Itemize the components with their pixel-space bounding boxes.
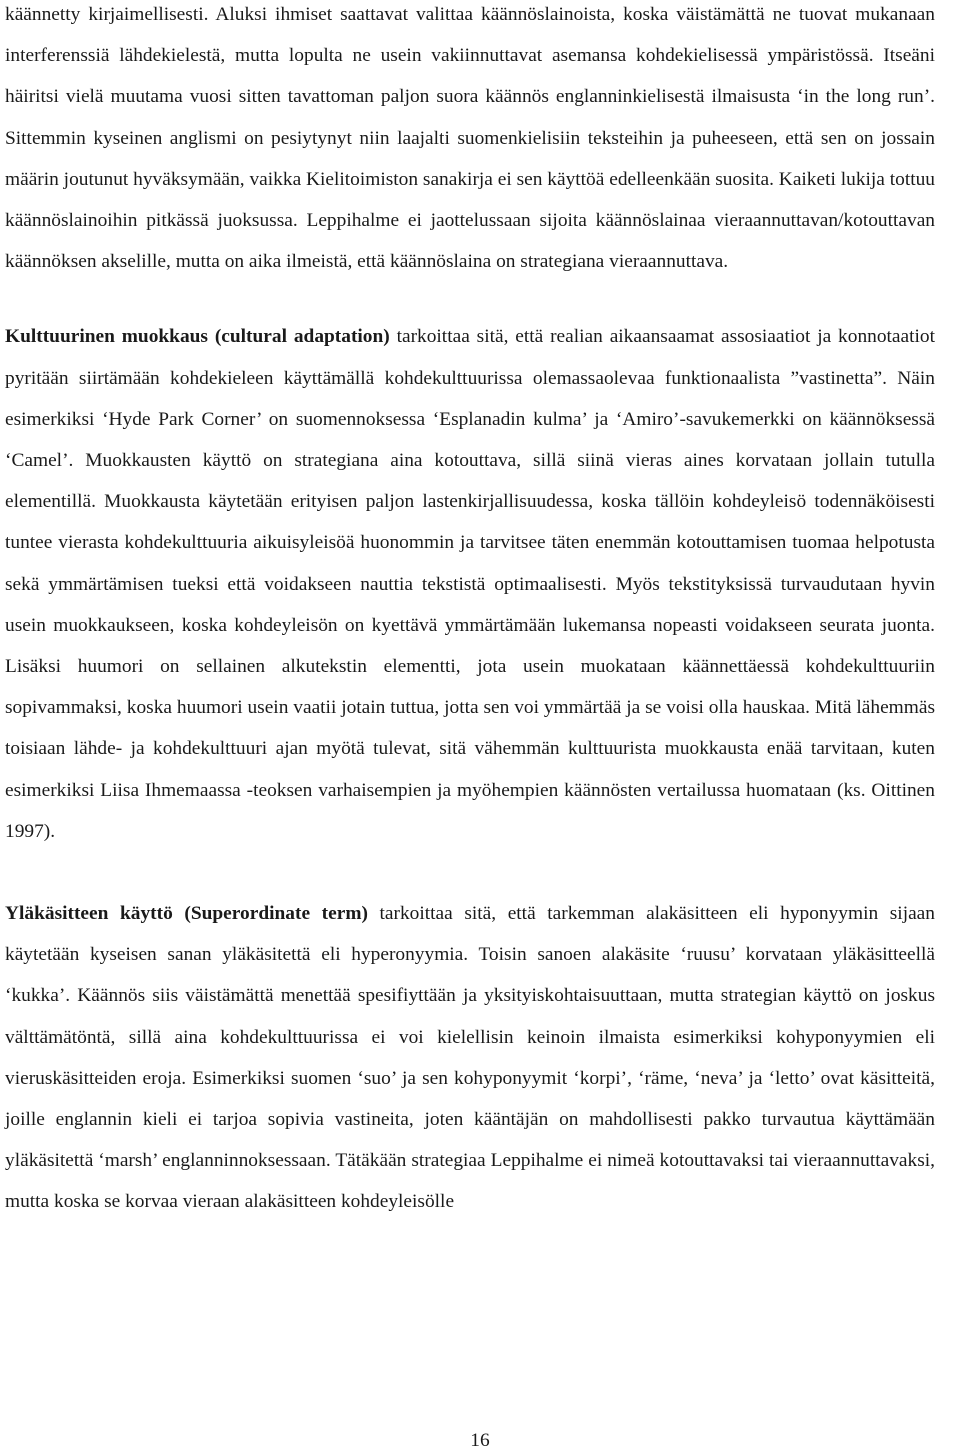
- paragraph-text: käännetty kirjaimellisesti. Aluksi ihmiset saattavat valittaa käännöslainoista, koska väistämättä ne tuovat mukanaan interferenssiä lähdekielestä, mutta lopulta ne usein vakiinnuttavat asemansa kohdekielisessä ympäristössä. Itseäni häiritsi vielä muutama vuosi sitten tavattoman paljon suora käännös englanninkielisestä ilmaisusta ‘in the long run’. Sittemmin kyseinen anglismi on pesiytynyt niin laajalti suomenkielisiin teksteihin ja puheeseen, että sen on jossain määrin joutunut hyväksymään, vaikka Kielitoimiston sanakirja ei sen käyttöä edelleenkään suosita. Kaiketi lukija tottuu käännöslainoihin pitkässä juoksussa. Leppihalme ei jaottelussaan sijoita käännöslainaa vieraannuttavan/kotouttavan käännöksen akselille, mutta on aika ilmeistä, että käännöslaina on strategiana vieraannuttava.: [5, 4, 935, 273]
- paragraph-text: tarkoittaa sitä, että tarkemman alakäsitteen eli hyponyymin sijaan käytetään kyseisen sanan yläkäsitettä eli hyperonyymia. Toisin sanoen alakäsite ‘ruusu’ korvataan yläkäsitteellä ‘kukka’. Käännös siis väistämättä menettää spesifiyttään ja yksityiskohtaisuuttaan, mutta strategian käyttö on joskus välttämätöntä, sillä aina kohdekulttuurissa ei voi kielellisin keinoin ilmaista esimerkiksi kohyponyymien eli vieruskäsitteiden eroja. Esimerkiksi suomen ‘suo’ ja sen kohyponyymit ‘korpi’, ‘räme, ‘neva’ ja ‘letto’ ovat käsitteitä, joille englannin kieli ei tarjoa sopivia vastineita, joten kääntäjän on mahdollisesti pakko turvautua käyttämään yläkäsitettä ‘marsh’ englanninnoksessaan. Tätäkään strategiaa Leppihalme ei nimeä kotouttavaksi tai vieraannuttavaksi, mutta koska se korvaa vieraan alakäsitteen kohdeyleisölle: [5, 903, 935, 1213]
- paragraph-superordinate-term: [5, 893, 935, 1223]
- paragraph-text: tarkoittaa sitä, että realian aikaansaamat assosiaatiot ja konnotaatiot pyritään siirtämään kohdekieleen käyttämällä kohdekulttuurissa olemassaolevaa funktionaalista ”vastinetta”. Näin esimerkiksi ‘Hyde Park Corner’ on suomennoksessa ‘Esplanadin kulma’ ja ‘Amiro’-savukemerkki on käännöksessä ‘Camel’. Muokkausten käyttö on strategiana aina kotouttava, sillä siinä vieras aines korvataan jollain tutulla elementillä. Muokkausta käytetään erityisen paljon lastenkirjallisuudessa, koska tällöin kohdeyleisö todennäköisesti tuntee vierasta kohdekulttuuria aikuisyleisöä huonommin ja tarvitsee täten enemmän kotouttamisen tuomaa helpotusta sekä ymmärtämisen tueksi että voidakseen nauttia tekstistä optimaalisesti. Myös tekstityksissä turvaudutaan hyvin usein muokkaukseen, koska kohdeyleisön on kyettävä ymmärtämään lukemansa nopeasti voidakseen seurata juonta. Lisäksi huumori on sellainen alkutekstin elementti, jota usein muokataan käännettäessä kohdekulttuuriin sopivammaksi, koska huumori usein vaatii jotain tuttua, jotta sen voi ymmärtää ja se voisi olla hauskaa. Mitä lähemmäs toisiaan lähde- ja kohdekulttuuri ajan myötä tulevat, sitä vähemmän kulttuurista muokkausta enää tarvitaan, kuten esimerkiksi Liisa Ihmemaassa -teoksen varhaisempien ja myöhempien käännösten vertailussa huomataan (ks. Oittinen 1997).: [5, 326, 935, 842]
- document-page: [5, 0, 935, 1223]
- page-number: 16: [470, 1430, 490, 1451]
- term-heading: Yläkäsitteen käyttö (Superordinate term): [5, 903, 368, 925]
- paragraph-loan-translation-end: [5, 0, 935, 282]
- paragraph-cultural-adaptation: [5, 316, 935, 852]
- term-heading: Kulttuurinen muokkaus (cultural adaptation): [5, 326, 390, 348]
